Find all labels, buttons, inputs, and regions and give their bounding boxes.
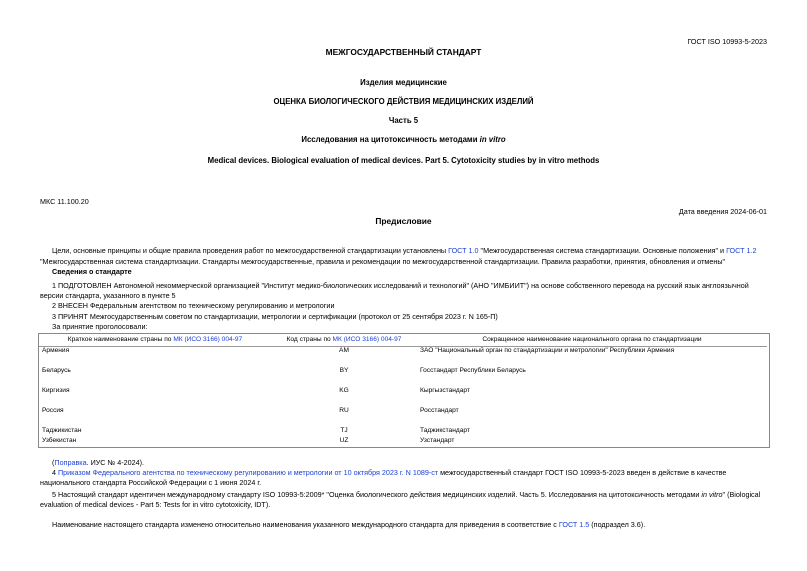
standard-type-heading: МЕЖГОСУДАРСТВЕННЫЙ СТАНДАРТ [325, 47, 482, 57]
item-5-line-2: evaluation of medical devices - Part 5: Tests for in vitro cytotoxicity, IDT). [40, 500, 271, 509]
cell-body: ЗАО "Национальный орган по стандартизации и метрологии" Республики Армения [420, 347, 675, 354]
item-1-line-2: версии стандарта, указанного в пункте 5 [40, 291, 176, 300]
name-change-text-b: (подраздел 3.6). [589, 520, 646, 529]
voted-label: За принятие проголосовали: [52, 322, 148, 331]
cell-code: BY [339, 366, 349, 374]
col-header-country [39, 334, 271, 347]
cell-body: Кыргызстандарт [420, 386, 470, 394]
item-4-number: 4 [52, 468, 58, 477]
title-line-4-main: Исследования на цитотоксичность методами [301, 135, 480, 144]
introduction-date: Дата введения 2024-06-01 [678, 207, 767, 216]
cell-body: Узстандарт [420, 436, 455, 444]
item-5-text-a: 5 Настоящий стандарт идентичен международному стандарту ISO 10993-5:2009* "Оценка биологического действия медицинских изделий. Часть 5. Исследования на цитотоксичность методами [52, 490, 702, 499]
link-gost-1-2[interactable]: ГОСТ 1.2 [726, 246, 757, 255]
cell-body: Таджикстандарт [420, 426, 470, 434]
table-row [39, 367, 767, 387]
mks-code: МКС 11.100.20 [40, 197, 89, 206]
item-2: 2 ВНЕСЕН Федеральным агентством по техническому регулированию и метрологии [52, 301, 335, 310]
item-3: 3 ПРИНЯТ Межгосударственным советом по стандартизации, метрологии и сертификации (протокол от 25 сентября 2023 г. N 165-П) [52, 312, 498, 321]
amendment-rest: . ИУС № 4-2024). [86, 458, 144, 467]
cell-code: TJ [340, 426, 348, 434]
cell-country: Киргизия [42, 386, 70, 394]
table-row [39, 427, 767, 437]
english-title: Medical devices. Biological evaluation of medical devices. Part 5. Cytotoxicity studies by in vitro methods [207, 156, 600, 165]
foreword-paragraph-1 [40, 245, 770, 256]
foreword-heading: Предисловие [375, 216, 432, 226]
item-5-italic: in vitro [701, 490, 723, 499]
cell-country: Таджикистан [42, 426, 82, 434]
table-row [39, 407, 767, 427]
cell-country: Россия [42, 406, 64, 414]
name-change-text-a: Наименование настоящего стандарта изменено относительно наименования указанного международного стандарта для приведения в соответствие с [52, 520, 559, 529]
voting-table [38, 333, 770, 448]
cell-country: Армения [42, 347, 70, 354]
title-line-2: ОЦЕНКА БИОЛОГИЧЕСКОГО ДЕЙСТВИЯ МЕДИЦИНСКИХ ИЗДЕЛИЙ [273, 97, 534, 106]
link-gost-1-0[interactable]: ГОСТ 1.0 [448, 246, 479, 255]
cell-code: KG [339, 386, 349, 394]
title-line-3: Часть 5 [388, 116, 419, 125]
title-line-1: Изделия медицинские [360, 78, 447, 87]
name-change-note [40, 519, 770, 530]
foreword-p1-text-a: Цели, основные принципы и общие правила проведения работ по межгосударственной стандартизации установлены [52, 246, 449, 255]
link-rosstandart-order[interactable]: Приказом Федерального агентства по техническому регулированию и метрологии от 10 октября 2023 г. N 1089-ст [58, 468, 439, 477]
title-line-4 [0, 135, 807, 144]
cell-body: Росстандарт [420, 406, 459, 414]
item-4-line-2: национального стандарта Российской Федерации с 1 июня 2024 г. [40, 478, 262, 487]
link-gost-1-5[interactable]: ГОСТ 1.5 [558, 520, 590, 529]
link-mk-iso-3166-col1[interactable]: МК (ИСО 3166) 004-97 [173, 336, 243, 343]
col-header-code [271, 334, 417, 347]
link-mk-iso-3166-col2[interactable]: МК (ИСО 3166) 004-97 [332, 336, 402, 343]
table-row [39, 347, 767, 367]
col-header-country-text: Краткое наименование страны по [67, 336, 174, 343]
cell-country: Беларусь [42, 366, 71, 374]
cell-code: AM [339, 347, 349, 354]
title-line-4-italic: in vitro [479, 135, 506, 144]
col-header-code-text: Код страны по [286, 336, 333, 343]
cell-code: RU [339, 406, 349, 414]
link-amendment[interactable]: Поправка [54, 458, 87, 467]
item-1-text: 1 ПОДГОТОВЛЕН Автономной некоммерческой организацией "Институт медико-биологических исследований и технологий" (АНО "ИМБИИТ") на основе собственного перевода на русский язык англоязычной [52, 281, 749, 290]
item-5-text-b: " (Biological [722, 490, 761, 499]
standard-info-heading: Сведения о стандарте [52, 267, 132, 276]
cell-body: Госстандарт Республики Беларусь [420, 366, 526, 374]
col-header-body: Сокращенное наименование национального органа по стандартизации [417, 334, 767, 347]
amendment-open: ( [52, 458, 55, 467]
table-header-row [39, 334, 767, 347]
table-row [39, 387, 767, 407]
item-4-rest: межгосударственный стандарт ГОСТ ISO 10993-5-2023 введен в действие в качестве [438, 468, 727, 477]
cell-code: UZ [339, 436, 349, 444]
foreword-paragraph-1-line-2: "Межгосударственная система стандартизации. Стандарты межгосударственные, правила и рекомендации по межгосударственной стандартизации. Правила разработки, принятия, обновления и отмены" [40, 257, 726, 266]
cell-country: Узбекистан [42, 436, 77, 444]
table-row [39, 437, 767, 447]
document-code: ГОСТ ISO 10993-5-2023 [687, 37, 767, 46]
voting-table-grid [39, 334, 767, 447]
foreword-p1-text-b: "Межгосударственная система стандартизации. Основные положения" и [478, 246, 727, 255]
